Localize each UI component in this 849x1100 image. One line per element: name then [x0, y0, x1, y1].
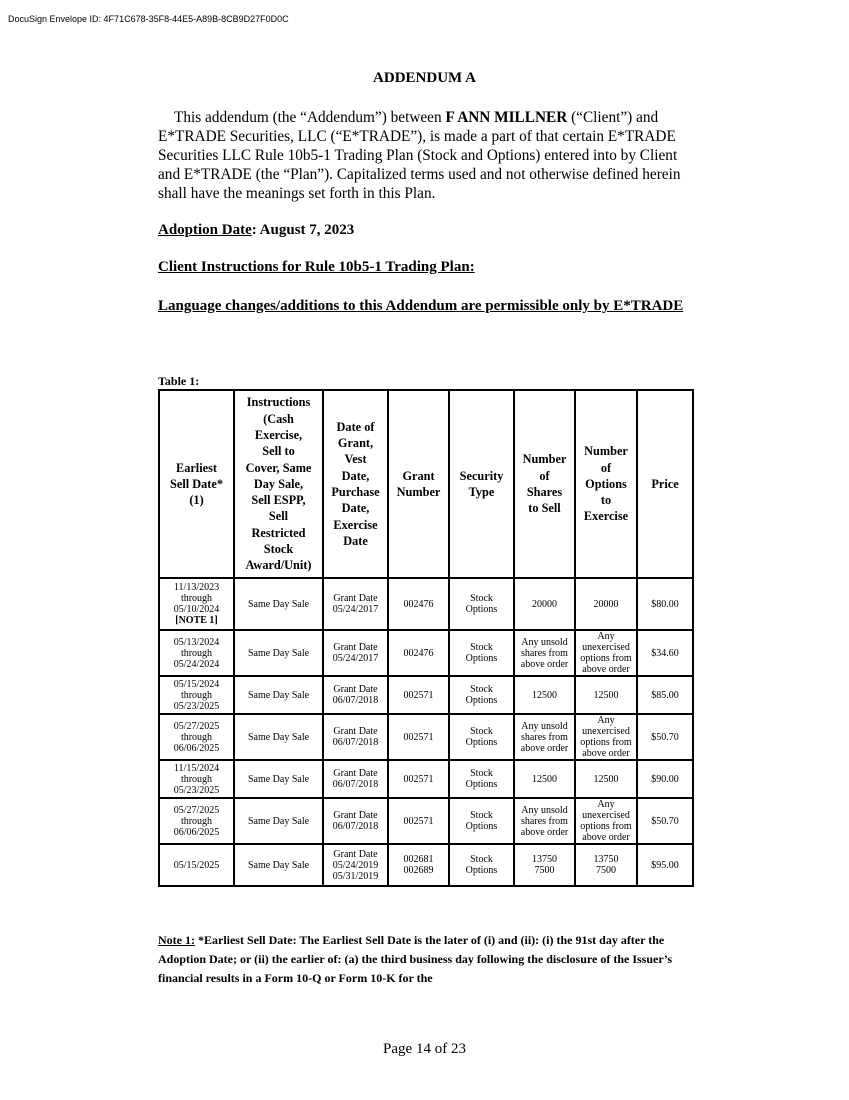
header-number-of-shares: Number of Shares to Sell: [514, 390, 575, 578]
cell-price: $90.00: [637, 760, 693, 798]
cell-price: $80.00: [637, 578, 693, 630]
header-earliest-sell-date: Earliest Sell Date* (1): [159, 390, 234, 578]
cell-options-to-exercise: 20000: [575, 578, 637, 630]
cell-sell-date: 11/13/2023 through 05/10/2024 [NOTE 1]: [159, 578, 234, 630]
cell-options-to-exercise: 12500: [575, 676, 637, 714]
cell-instructions: Same Day Sale: [234, 630, 323, 676]
cell-grant-date: Grant Date 06/07/2018: [323, 798, 388, 844]
docusign-envelope-id: DocuSign Envelope ID: 4F71C678-35F8-44E5-A89B-8CB9D27F0D0C: [8, 14, 289, 24]
adoption-date-value: : August 7, 2023: [251, 222, 355, 238]
document-title: ADDENDUM A: [373, 70, 476, 86]
table-row: [159, 844, 693, 886]
table-row: [159, 714, 693, 760]
cell-instructions: Same Day Sale: [234, 578, 323, 630]
note-1-text: *Earliest Sell Date: The Earliest Sell Date is the later of (i) and (ii): (i) the 91st day after the Adoption Date; or (ii) the earlier of: (a) the third business day following the disclosure of the Issuer’s financial results in a Form 10-Q or Form 10-K for the: [158, 933, 673, 985]
intro-part-2: (“Client”) and E*TRADE Securities, LLC (“E*TRADE”), is made a part of that certain E*TRADE Securities LLC Rule 10b5-1 Trading Plan (Stock and Options) entered into by Client and E*TRADE (the “Plan”). Capitalized terms used and not otherwise defined herein shall have the meanings set forth in this Plan.: [158, 109, 681, 202]
cell-instructions: Same Day Sale: [234, 798, 323, 844]
cell-grant-date: Grant Date 06/07/2018: [323, 714, 388, 760]
table-label: Table 1:: [158, 374, 200, 388]
cell-shares-to-sell: Any unsold shares from above order: [514, 630, 575, 676]
intro-part-1: This addendum (the “Addendum”) between: [174, 109, 446, 126]
cell-instructions: Same Day Sale: [234, 844, 323, 886]
cell-security-type: Stock Options: [449, 676, 514, 714]
cell-shares-to-sell: 12500: [514, 760, 575, 798]
cell-sell-date: 11/15/2024 through 05/23/2025: [159, 760, 234, 798]
language-changes-note: Language changes/additions to this Addendum are permissible only by E*TRADE: [158, 298, 684, 314]
table-row: [159, 630, 693, 676]
cell-shares-to-sell: 13750 7500: [514, 844, 575, 886]
cell-price: $50.70: [637, 714, 693, 760]
trading-plan-table: [158, 389, 694, 887]
cell-grant-date: Grant Date 05/24/2019 05/31/2019: [323, 844, 388, 886]
cell-grant-number: 002571: [388, 676, 449, 714]
cell-sell-date: 05/15/2025: [159, 844, 234, 886]
cell-options-to-exercise: 12500: [575, 760, 637, 798]
cell-sell-date: 05/27/2025 through 06/06/2025: [159, 798, 234, 844]
cell-grant-number: 002571: [388, 798, 449, 844]
intro-paragraph: [158, 108, 693, 203]
cell-grant-number: 002571: [388, 714, 449, 760]
cell-grant-number: 002571: [388, 760, 449, 798]
cell-options-to-exercise: Any unexercised options from above order: [575, 714, 637, 760]
header-grant-number: Grant Number: [388, 390, 449, 578]
cell-price: $50.70: [637, 798, 693, 844]
header-price: Price: [637, 390, 693, 578]
cell-instructions: Same Day Sale: [234, 676, 323, 714]
cell-security-type: Stock Options: [449, 798, 514, 844]
cell-price: $95.00: [637, 844, 693, 886]
adoption-date-label: Adoption Date: [158, 222, 252, 238]
table-row: [159, 760, 693, 798]
cell-security-type: Stock Options: [449, 844, 514, 886]
cell-price: $85.00: [637, 676, 693, 714]
cell-grant-number: 002476: [388, 578, 449, 630]
table-row: [159, 798, 693, 844]
cell-security-type: Stock Options: [449, 760, 514, 798]
adoption-date: [158, 222, 354, 239]
cell-shares-to-sell: 12500: [514, 676, 575, 714]
client-instructions-heading: Client Instructions for Rule 10b5-1 Trading Plan:: [158, 259, 475, 275]
cell-instructions: Same Day Sale: [234, 760, 323, 798]
header-number-of-options: Number of Options to Exercise: [575, 390, 637, 578]
note-1-label: Note 1:: [158, 933, 195, 947]
client-name: F ANN MILLNER: [445, 109, 568, 126]
table-row: [159, 578, 693, 630]
cell-grant-date: Grant Date 06/07/2018: [323, 676, 388, 714]
cell-security-type: Stock Options: [449, 578, 514, 630]
header-instructions: Instructions (Cash Exercise, Sell to Cover, Same Day Sale, Sell ESPP, Sell Restricted Stock Award/Unit): [234, 390, 323, 578]
cell-sell-date: 05/15/2024 through 05/23/2025: [159, 676, 234, 714]
cell-grant-date: Grant Date 06/07/2018: [323, 760, 388, 798]
cell-grant-number: 002476: [388, 630, 449, 676]
header-security-type: Security Type: [449, 390, 514, 578]
cell-shares-to-sell: 20000: [514, 578, 575, 630]
note-1: [158, 931, 688, 988]
cell-grant-date: Grant Date 05/24/2017: [323, 578, 388, 630]
cell-options-to-exercise: Any unexercised options from above order: [575, 798, 637, 844]
cell-security-type: Stock Options: [449, 714, 514, 760]
table-header-row: [159, 390, 693, 578]
page-number: Page 14 of 23: [383, 1041, 466, 1057]
cell-shares-to-sell: Any unsold shares from above order: [514, 798, 575, 844]
cell-security-type: Stock Options: [449, 630, 514, 676]
cell-options-to-exercise: Any unexercised options from above order: [575, 630, 637, 676]
cell-price: $34.60: [637, 630, 693, 676]
note-1-reference: [NOTE 1]: [175, 615, 218, 626]
table-row: [159, 676, 693, 714]
cell-options-to-exercise: 13750 7500: [575, 844, 637, 886]
header-date-of-grant: Date of Grant, Vest Date, Purchase Date, Exercise Date: [323, 390, 388, 578]
cell-sell-date: 05/13/2024 through 05/24/2024: [159, 630, 234, 676]
cell-grant-date: Grant Date 05/24/2017: [323, 630, 388, 676]
cell-sell-date: 05/27/2025 through 06/06/2025: [159, 714, 234, 760]
cell-instructions: Same Day Sale: [234, 714, 323, 760]
cell-grant-number: 002681 002689: [388, 844, 449, 886]
cell-shares-to-sell: Any unsold shares from above order: [514, 714, 575, 760]
